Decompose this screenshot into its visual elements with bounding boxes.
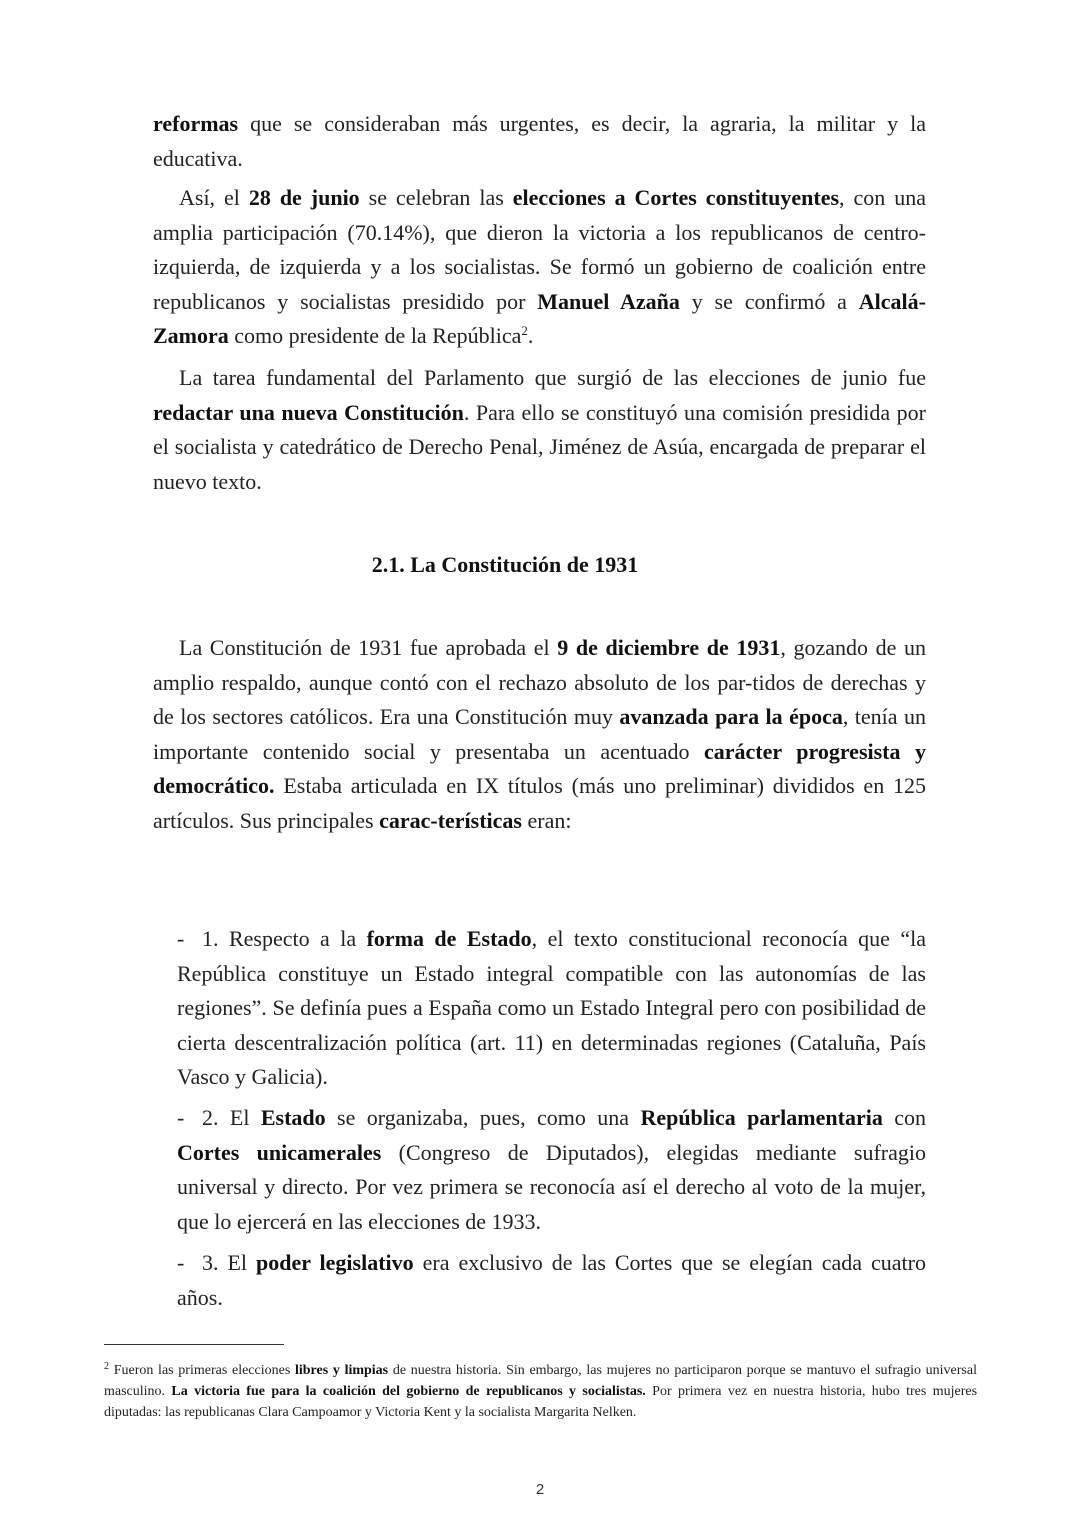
list-dash: - <box>177 1250 185 1275</box>
page-number: 2 <box>535 1481 545 1498</box>
section-heading: 2.1. La Constitución de 1931 <box>371 552 639 577</box>
list-dash: - <box>177 1105 185 1130</box>
list-item-forma-estado: - 1. Respecto a la forma de Estado, el texto constitucional reconocía que “la República constituye un Estado integral compatible con las autonomías de las regiones”. Se definía pues a España como un Estado Integral pero con posibilidad de cierta descentralización política (art. 11) en determinadas regiones (Cataluña, País Vasco y Galicia). <box>177 922 926 1095</box>
list-item-poder-legislativo: - 3. El poder legislativo era exclusivo de las Cortes que se elegían cada cuatro años. <box>177 1246 926 1315</box>
footnote-divider <box>104 1344 284 1345</box>
paragraph-parlamento: La tarea fundamental del Parlamento que surgió de las elecciones de junio fue redactar una nueva Constitución. Para ello se constituyó una comisión presidida por el socialista y catedrático de Derecho Penal, Jiménez de Asúa, encargada de preparar el nuevo texto. <box>153 365 927 494</box>
footnote-reference[interactable]: 2 <box>521 323 528 338</box>
paragraph-elecciones: Así, el 28 de junio se celebran las elecciones a Cortes constituyentes, con una amplia participación (70.14%), que dieron la victoria a los republicanos de centro-izquierda, de izquierda y a los socialistas. Se formó un gobierno de coalición entre republicanos y socialistas presidido por Manuel Azaña y se confirmó a Alcalá-Zamora como presidente de la República$^2$. <box>153 185 926 348</box>
list-dash: - <box>177 926 185 951</box>
footnote-number: 2 <box>104 1361 109 1372</box>
footnote: $^2$ Fueron las primeras elecciones libres y limpias de nuestra historia. Sin embargo, las mujeres no participaron porque se mantuvo el sufragio universal masculino. La victoria fue para la coalición del gobierno de republicanos y socialistas. Por primera vez en nuestra historia, hubo tres mujeres diputadas: las republicanas Clara Campoamor y Victoria Kent y la socialista Margarita Nelken. <box>104 1361 978 1420</box>
list-item-estado: - 2. El Estado se organizaba, pues, como una República parlamentaria con Cortes unicamerales (Congreso de Diputados), elegidas mediante sufragio universal y directo. Por vez primera se reconocía así el derecho al voto de la mujer, que lo ejercerá en las elecciones de 1933. <box>177 1101 926 1239</box>
paragraph-reformas: reformas que se consideraban más urgentes, es decir, la agraria, la militar y la educativa. <box>153 111 926 171</box>
paragraph-constitucion: La Constitución de 1931 fue aprobada el 9 de diciembre de 1931, gozando de un amplio respaldo, aunque contó con el rechazo absoluto de los par-tidos de derechas y de los sectores católicos. Era una Constitución muy avanzada para la época, tenía un importante contenido social y presentaba un acentuado carácter progresista y democrático. Estaba articulada en IX títulos (más uno preliminar) divididos en 125 artículos. Sus principales carac-terísticas eran: <box>153 635 927 833</box>
